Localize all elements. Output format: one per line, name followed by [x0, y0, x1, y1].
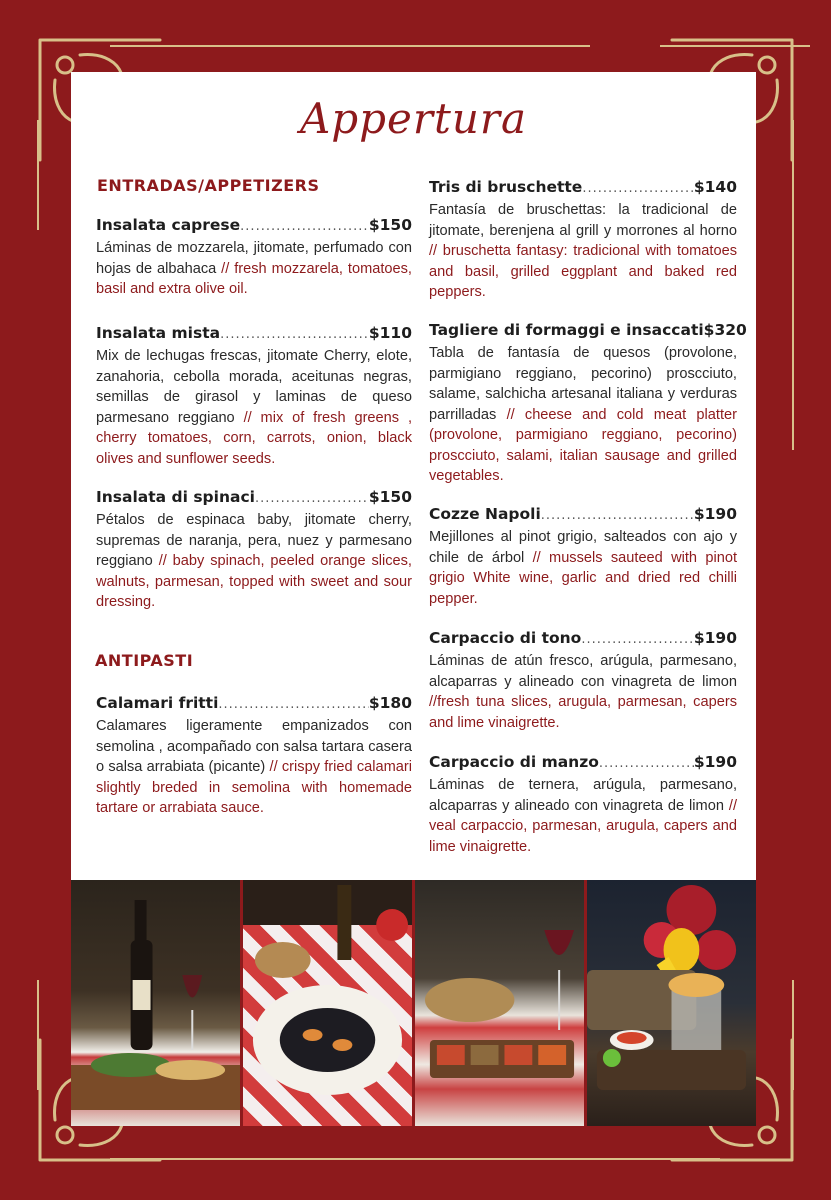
item-name: Calamari fritti: [96, 694, 219, 712]
leader-dots: [599, 756, 694, 771]
item-description: Calamares ligeramente empanizados con semolina , acompañado con salsa tartara casera o salsa arrabiata (picante) // crispy fried calamari slightly breded in semolina with homemade tartare or arrabiata sauce.: [96, 718, 412, 816]
menu-item: [429, 178, 737, 303]
item-price: $180: [368, 694, 412, 712]
item-price: $140: [693, 178, 737, 196]
item-price: $150: [368, 488, 412, 506]
frame-bottom-line: [110, 1158, 720, 1160]
menu-item: [429, 753, 737, 857]
menu-item: [96, 216, 412, 300]
item-description: Pétalos de espinaca baby, jitomate cherry, supremas de naranja, pera, nuez y parmesano reggiano // baby spinach, peeled orange slices, walnuts, parmesan, topped with sweet and sour dressing.: [96, 512, 412, 610]
item-name: Carpaccio di tono: [429, 629, 582, 647]
menu-card: [71, 72, 756, 880]
item-name: Tris di bruschette: [429, 178, 583, 196]
item-name: Cozze Napoli: [429, 505, 541, 523]
menu-item: [429, 321, 747, 487]
leader-dots: [582, 181, 694, 196]
item-price: $190: [693, 753, 737, 771]
item-description: Láminas de mozzarela, jitomate, perfumado con hojas de albahaca // fresh mozzarela, tomatoes, basil and extra olive oil.: [96, 240, 412, 297]
item-name: Insalata di spinaci: [96, 488, 255, 506]
item-price: $110: [368, 324, 412, 342]
leader-dots: [255, 491, 369, 506]
frame-top-line: [110, 45, 590, 47]
leader-dots: [240, 219, 369, 234]
page-title: Appertura: [299, 94, 528, 143]
section-heading-antipasti: ANTIPASTI: [95, 651, 194, 670]
item-description: Tabla de fantasía de quesos (provolone, parmigiano reggiano, pecorino) proscciuto, salame, salchicha artesanal italiana y verduras parrilladas // cheese and cold meat platter (provolone, parmigiano reggiano, pecorino) proscciuto, salami, italian sausage and grilled vegetables.: [429, 345, 737, 484]
leader-dots: [218, 697, 368, 712]
menu-item: [96, 324, 412, 469]
photo-mussels-dish: [243, 880, 412, 1126]
photo-wine-antipasto-board: [71, 880, 240, 1126]
leader-dots: [541, 508, 694, 523]
leader-dots: [220, 327, 369, 342]
menu-item: [429, 505, 737, 609]
menu-item: [96, 488, 412, 613]
item-price: $320: [703, 321, 747, 339]
item-price: $150: [368, 216, 412, 234]
item-name: Insalata mista: [96, 324, 221, 342]
leader-dots: [581, 632, 694, 647]
photo-strip: [71, 880, 756, 1126]
section-heading-appetizers: ENTRADAS/APPETIZERS: [97, 176, 320, 195]
item-price: $190: [693, 629, 737, 647]
item-price: $190: [693, 505, 737, 523]
item-name: Tagliere di formaggi e insaccati: [429, 321, 704, 339]
item-description: Mejillones al pinot grigio, salteados con ajo y chile de árbol // mussels sauteed with pinot grigio White wine, garlic and dried red chilli pepper.: [429, 529, 737, 607]
item-description: Láminas de atún fresco, arúgula, parmesano, alcaparras y alineado con vinagreta de limon //fresh tuna slices, arugula, parmesan, capers and lime vinaigrette.: [429, 653, 737, 731]
photo-bruschetta-wine: [415, 880, 584, 1126]
item-description: Láminas de ternera, arúgula, parmesano, alcaparras y alineado con vinagreta de limon // veal carpaccio, parmesan, arugula, capers and lime vinaigrette.: [429, 777, 737, 855]
item-description: Fantasía de bruschettas: la tradicional de jitomate, berenjena al grill y morrones al horno // bruschetta fantasy: tradicional with tomatoes and basil, grilled eggplant and baked red peppers.: [429, 202, 737, 300]
item-description: Mix de lechugas frescas, jitomate Cherry, elote, zanahoria, cebolla morada, aceitunas negras, semillas de girasol y laminas de queso parmesano reggiano // mix of fresh greens , cherry tomatoes, corn, carrots, onion, black olives and sunflower seeds.: [96, 348, 412, 467]
item-name: Insalata caprese: [96, 216, 241, 234]
menu-item: [96, 694, 412, 819]
item-name: Carpaccio di manzo: [429, 753, 599, 771]
photo-calamari-basket: [587, 880, 756, 1126]
menu-item: [429, 629, 737, 733]
